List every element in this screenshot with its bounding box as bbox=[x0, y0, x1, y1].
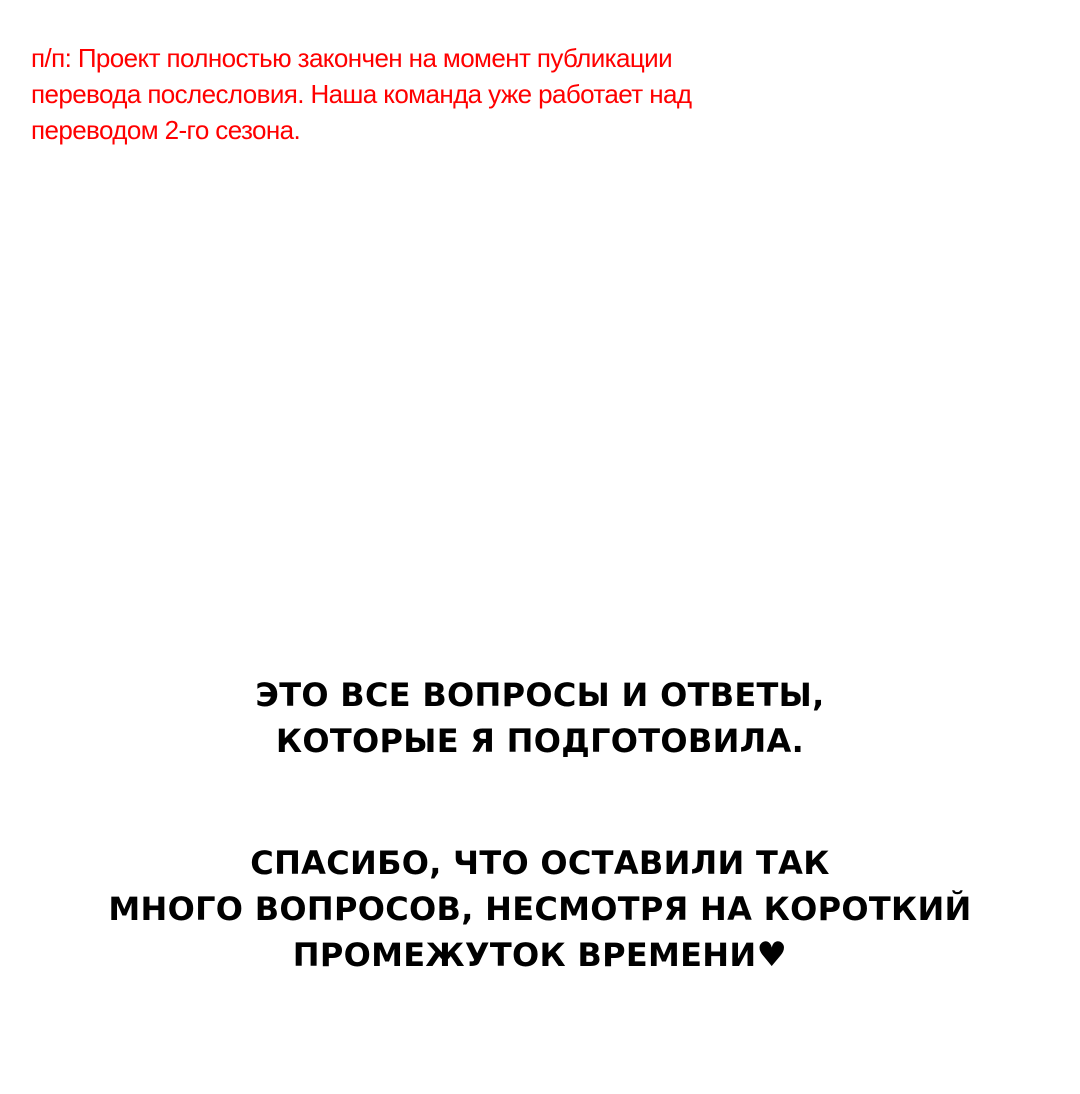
closing-message-thanks bbox=[0, 840, 1080, 978]
closing-message-questions-line-1: ЭТО ВСЕ ВОПРОСЫ И ОТВЕТЫ, bbox=[255, 676, 825, 714]
closing-message-thanks-line-1: СПАСИБО, ЧТО ОСТАВИЛИ ТАК bbox=[250, 844, 830, 882]
closing-message-thanks-line-2: МНОГО ВОПРОСОВ, НЕСМОТРЯ НА КОРОТКИЙ bbox=[108, 890, 972, 928]
closing-message-thanks-line-3 bbox=[0, 932, 1080, 978]
closing-message-questions bbox=[0, 672, 1080, 764]
closing-message-thanks-line-3-text: ПРОМЕЖУТОК ВРЕМЕНИ bbox=[292, 936, 757, 974]
translator-note bbox=[31, 40, 791, 148]
translator-note-line-2: перевода послесловия. Наша команда уже работает над bbox=[31, 79, 692, 109]
closing-message-questions-line-2: КОТОРЫЕ Я ПОДГОТОВИЛА. bbox=[275, 722, 805, 760]
translator-note-line-1: п/п: Проект полностью закончен на момент публикации bbox=[31, 43, 673, 73]
heart-icon: ♥ bbox=[756, 935, 788, 975]
translator-note-line-3: переводом 2-го сезона. bbox=[31, 115, 301, 145]
